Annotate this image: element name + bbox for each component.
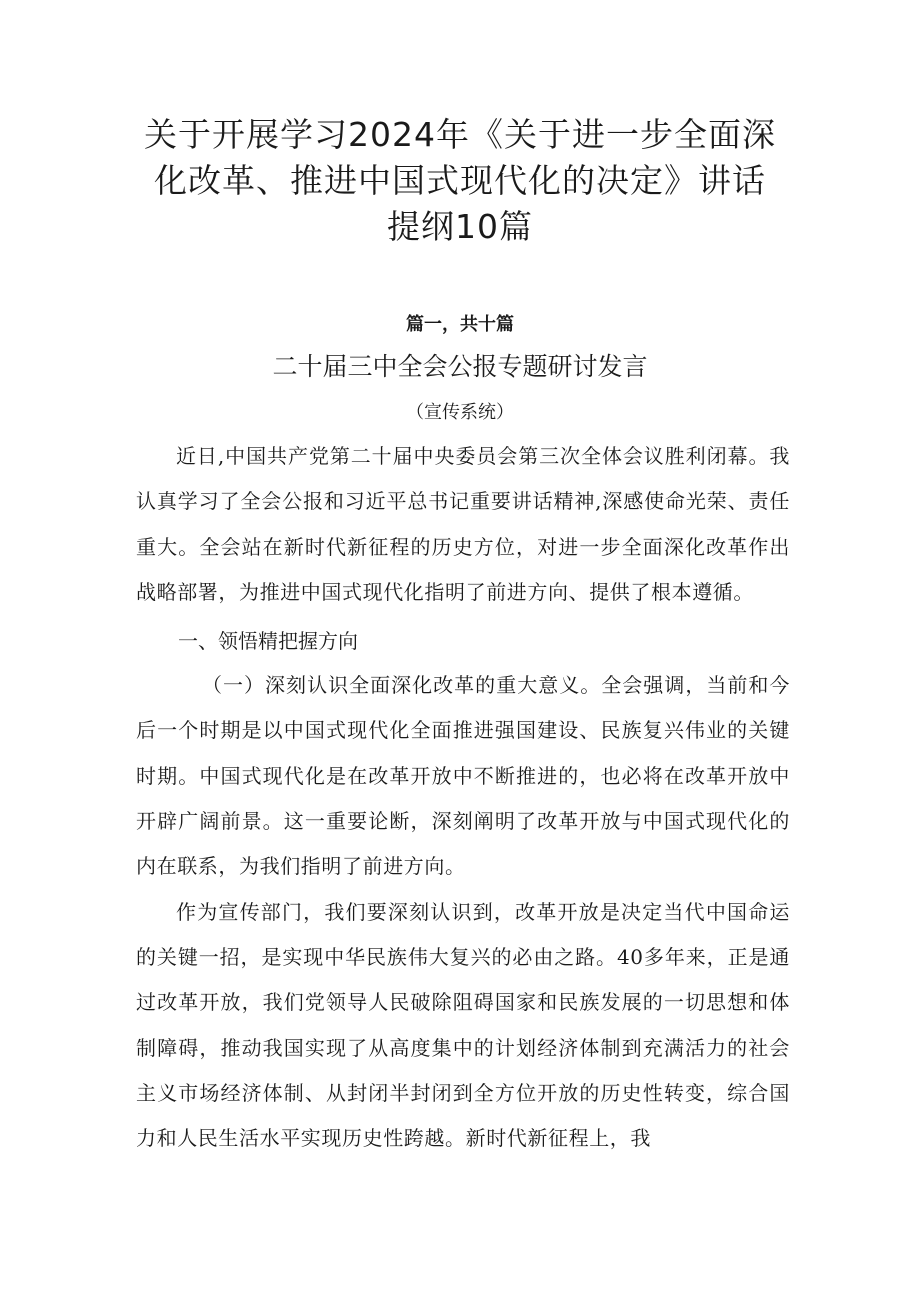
body-paragraph: （一）深刻认识全面深化改革的重大意义。全会强调，当前和今后一个时期是以中国式现代化全面推进强国建设、民族复兴伟业的关键时期。中国式现代化是在改革开放中不断推进的，也必将在改革开放中开辟广阔前景。这一重要论断，深刻阐明了改革开放与中国式现代化的内在联系，为我们指明了前进方向。 [136, 673, 790, 879]
document-title-line-1: 关于开展学习2024年《关于进一步全面深 [144, 115, 776, 154]
document-title [120, 112, 800, 250]
document-body [136, 434, 790, 1161]
section-heading: 一、领悟精把握方向 [178, 629, 358, 654]
document-title-line-3: 提纲10篇 [387, 207, 533, 246]
document-title-line-2: 化改革、推进中国式现代化的决定》讲话 [154, 161, 766, 200]
part-label: 篇一，共十篇 [406, 314, 514, 335]
speech-subtitle: （宣传系统） [406, 402, 514, 423]
speech-title: 二十届三中全会公报专题研讨发言 [272, 352, 648, 381]
intro-paragraph: 近日,中国共产党第二十届中央委员会第三次全体会议胜利闭幕。我认真学习了全会公报和习近平总书记重要讲话精神,深感使命光荣、责任重大。全会站在新时代新征程的历史方位，对进一步全面深化改革作出战略部署，为推进中国式现代化指明了前进方向、提供了根本遵循。 [136, 444, 790, 604]
body-paragraph: 作为宣传部门，我们要深刻认识到，改革开放是决定当代中国命运的关键一招，是实现中华民族伟大复兴的必由之路。40多年来，正是通过改革开放，我们党领导人民破除阻碍国家和民族发展的一切思想和体制障碍，推动我国实现了从高度集中的计划经济体制到充满活力的社会主义市场经济体制、从封闭半封闭到全方位开放的历史性转变，综合国力和人民生活水平实现历史性跨越。新时代新征程上，我 [136, 899, 790, 1151]
